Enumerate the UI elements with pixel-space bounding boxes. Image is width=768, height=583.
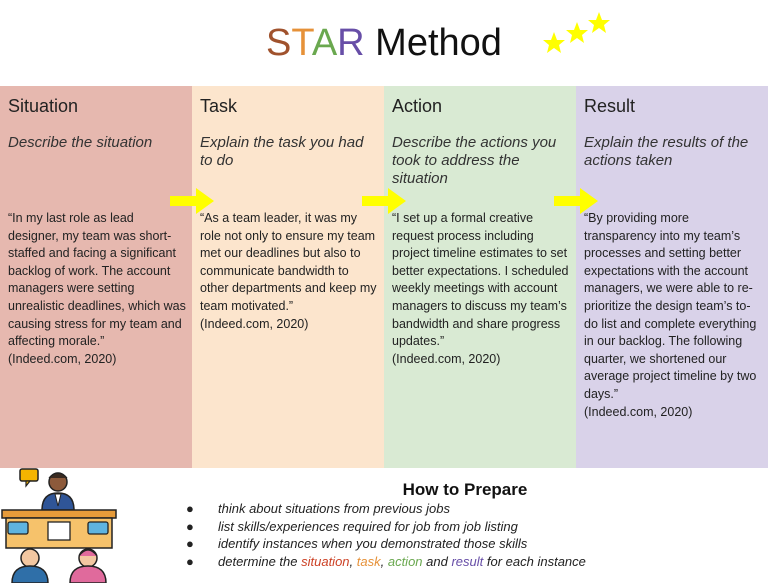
list-item	[184, 500, 586, 518]
arrow-right-icon	[554, 188, 598, 214]
interview-illustration	[0, 466, 120, 583]
column-subtitle: Describe the actions you took to address the situation	[392, 134, 557, 187]
column-situation	[0, 86, 192, 468]
column-heading: Result	[584, 96, 636, 116]
title-letter-a: A	[311, 22, 338, 64]
bullet-icon: ●	[186, 553, 194, 569]
column-result	[576, 86, 768, 468]
column-heading: Action	[392, 96, 443, 116]
bullet-icon: ●	[186, 501, 194, 516]
list-item-text: identify instances when you demonstrated those skills	[218, 536, 528, 552]
column-quote: “By providing more transparency into my team’s processes and setting better expectations with the account managers, we were able to re-prioritize the design team’s to-do list and complete everything in our backlog. The following quarter, we shortened our average project timeline by two days.”	[584, 211, 757, 401]
column-citation: (Indeed.com, 2020)	[392, 351, 501, 366]
list-item	[184, 535, 586, 553]
column-citation: (Indeed.com, 2020)	[200, 316, 309, 331]
arrow-right-icon	[170, 188, 214, 214]
star-icon	[566, 22, 588, 43]
title-rest: Method	[364, 22, 502, 64]
list-item-prefix: determine the	[218, 553, 302, 569]
column-quote-block	[200, 210, 378, 333]
title-letter-r: R	[337, 22, 365, 64]
column-heading: Situation	[8, 96, 79, 116]
keyword-action: action	[387, 553, 423, 569]
page-title	[0, 20, 768, 66]
column-action	[384, 86, 576, 468]
column-subtitle: Describe the situation	[8, 134, 153, 151]
column-task	[192, 86, 384, 468]
column-quote: “I set up a formal creative request process including project timeline estimates to set better expectations. I scheduled weekly meetings with account managers to discuss my team’s bandwidth and share progress updates.”	[392, 211, 569, 349]
column-quote-block	[392, 210, 570, 368]
column-citation: (Indeed.com, 2020)	[8, 351, 117, 366]
column-quote-block	[584, 210, 762, 421]
list-item	[184, 518, 586, 536]
list-item-text: list skills/experiences required for job from job listing	[218, 518, 518, 534]
list-item-suffix: for each instance	[483, 553, 586, 569]
keyword-result: result	[451, 553, 484, 569]
keyword-task: task	[356, 553, 381, 569]
column-subtitle: Explain the results of the actions taken	[584, 134, 749, 169]
column-quote: “In my last role as lead designer, my team was short-staffed and facing a significant backlog of work. The account managers were setting unrealistic deadlines, which was causing stress for my team and affecting morale.”	[8, 211, 186, 349]
separator: ,	[349, 553, 357, 569]
title-letter-s: S	[266, 22, 292, 64]
list-item-text: think about situations from previous jobs	[218, 501, 450, 516]
keyword-situation: situation	[301, 553, 350, 569]
stars-icon	[540, 10, 614, 60]
separator: ,	[380, 553, 388, 569]
star-icon	[588, 12, 610, 33]
column-subtitle: Explain the task you had to do	[200, 134, 364, 169]
star-icon	[543, 32, 565, 53]
arrow-right-icon	[362, 188, 406, 214]
how-to-prepare-title: How to Prepare	[402, 480, 528, 499]
column-heading: Task	[200, 96, 238, 116]
title-letter-t: T	[291, 22, 312, 64]
how-to-prepare-list	[184, 500, 586, 570]
list-item	[184, 553, 586, 571]
column-citation: (Indeed.com, 2020)	[584, 404, 693, 419]
separator: and	[422, 553, 452, 569]
column-quote: “As a team leader, it was my role not only to ensure my team met our deadlines but also to communicate bandwidth to other departments and keep my team motivated.”	[200, 211, 377, 313]
bullet-icon: ●	[186, 518, 194, 534]
column-quote-block	[8, 210, 186, 368]
bullet-icon: ●	[186, 536, 194, 552]
